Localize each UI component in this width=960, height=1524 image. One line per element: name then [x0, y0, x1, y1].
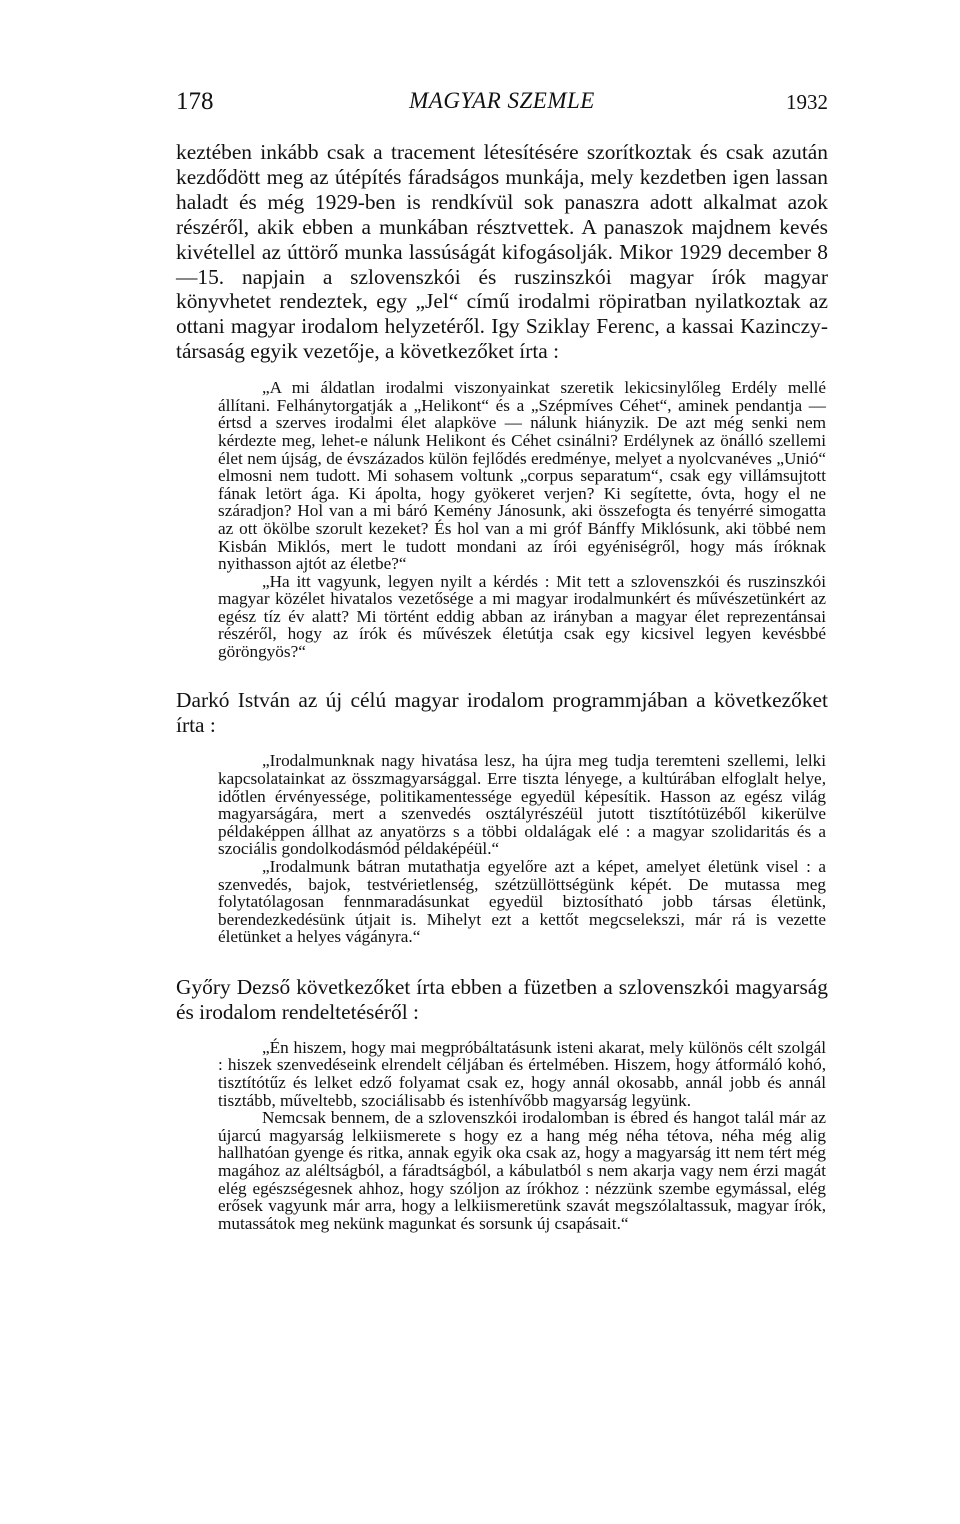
quote-paragraph-2b: „Irodalmunk bátran mutathatja egyelőre azt a képet, amelyet életünk visel : a szenvedés, bajok, testvérietlenség, szétzüllöttségünk képét. De mutassa meg folytatólagosan fennmaradásunkat egyedül biztosítható jobb társas életünk, berendezkedésünk útjait is. Mihelyt ezt a kettőt megcselekszi, már rá is vezette életünket a helyes vágányra.“ [218, 857, 826, 947]
journal-title: MAGYAR SZEMLE [409, 88, 595, 113]
quote-block-sziklay [218, 379, 826, 661]
quote-paragraph-1a: „A mi áldatlan irodalmi viszonyainkat szeretik lekicsinylőleg Erdély mellé állítani. Felhánytorgatják a „Helikont“ és a „Szépmíves Céhet“, aminek pendantja — értsd a szerves irodalmi élet alapköve — nálunk hiányzik. De azt még senki nem kérdezte meg, lehet-e nálunk Helikont és Céhet csinálni? Erdélynek az önálló szellemi élet nem újság, de évszázados külön fejlődés eredménye, melyet a nyolcvanéves „Unió“ elmosni nem tudott. Mi sohasem voltunk „corpus separatum“, csak egy villámsujtott fának letört ága. Ki ápolta, hogy gyökeret verjen? Ki segítette, óvta, hogy el ne száradjon? Hol van a mi báró Kemény Jánosunk, aki összefogta és tenyérré simogatta az ott ökölbe szorult kezeket? És hol van a mi gróf Bánffy Miklósunk, aki többé nem Kisbán Miklós, mert le tudott mondani az írói egyéniségről, hogy más íróknak nyithasson ajtót az életbe?“ [218, 378, 826, 574]
year: 1932 [786, 90, 828, 114]
body-paragraph-3: Győry Dezső következőket írta ebben a füzetben a szlovenszkói magyarság és irodalom rendeltetéséről : [176, 975, 828, 1024]
page-body [176, 140, 828, 1232]
quote-paragraph-3a: „Én hiszem, hogy mai megpróbáltatásunk isteni akarat, mely különös célt szolgál : hiszek szenvedéseink elrendelt céljában és értelmében. Hiszem, hogy átformáló kohó, tisztítótűz és lelket edző folyamat csak ez, hogy annál okosabb, annál jobb és annál tisztább, műveltebb, szociálisabb és istenhívőbb magyarság legyünk. [218, 1037, 826, 1110]
page-number: 178 [176, 88, 214, 115]
quote-paragraph-2a: „Irodalmunknak nagy hivatása lesz, ha újra meg tudja teremteni szellemi, lelki kapcsolatainkat az összmagyarsággal. Erre tiszta lényege, a kultúrában elfoglalt helye, időtlen érvényessége, politikamentessége egyedül képesítik. Hasson az egész világ magyarságára, mert a szenvedés osztályrészéül jutott tisztítótüzéből kikerülve példaképpen állhat az anyatörzs s a többi oldalágak elé : a magyar szolidaritás és a szociális gondolkodásmód példaképéül.“ [218, 751, 826, 859]
quote-paragraph-3b: Nemcsak bennem, de a szlovenszkói irodalomban is ébred és hangot talál már az újarcú magyarság lelkiismerete s hogy ez a hang még néha tétova, néha még alig hallhatóan gyenge és ritka, annak egyik oka csak az, hogy a magyarság itt nem tért még magához az aléltságból, a fáradtságból, a kábulatból s nem akarja vagy nem érzi magát elég egészségesnek ahhoz, hogy szóljon az írókhoz : nézzünk szembe egymással, elég erősek vagyunk már arra, hogy a lelkiismeretünk szavát megszólaltassuk, magyar írók, mutassátok meg nekünk magunkat és sorsunk új csapásait.“ [218, 1108, 826, 1233]
body-paragraph-1: keztében inkább csak a tracement létesítésére szorítkoztak és csak azután kezdődött meg az útépítés fáradságos munkája, mely kezdetben igen lassan haladt és még 1929-ben is rendkívül sok panaszra adott alkalmat azok részéről, akik ebben a munkában résztvettek. A panaszok majdnem kevés kivétellel az úttörő munka lassúságát kifogásolják. Mikor 1929 december 8—15. napjain a szlovenszkói és ruszinszkói magyar írók magyar könyvhetet rendeztek, egy „Jel“ című irodalmi röpiratban nyilatkoztak az ottani magyar irodalom helyzetéről. Igy Sziklay Ferenc, a kassai Kazinczy-társaság egyik vezetője, a következőket írta : [176, 140, 828, 364]
quote-block-darko [218, 752, 826, 946]
body-paragraph-2: Darkó István az új célú magyar irodalom programmjában a következőket írta : [176, 687, 828, 737]
quote-paragraph-1b: „Ha itt vagyunk, legyen nyilt a kérdés : Mit tett a szlovenszkói és ruszinszkói magyar közélet hivatalos vezetősége a mi magyar irodalmunkért és művészetünkért az egész tíz év alatt? Mi történt eddig abban az irányban a magyar élet reprezentánsai részéről, hogy az írók és művészek életútja csak egy kicsivel legyen kevésbbé göröngyös?“ [218, 571, 826, 662]
running-header [176, 88, 828, 124]
quote-block-gyory [218, 1039, 826, 1233]
